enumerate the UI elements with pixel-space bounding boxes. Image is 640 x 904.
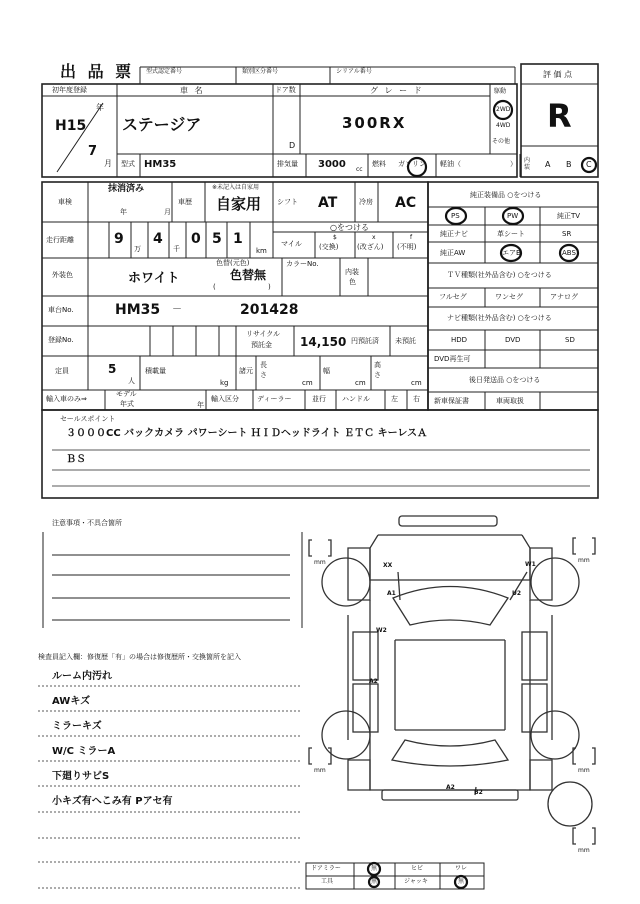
fuel-gasoline: ガソリン	[398, 160, 426, 168]
sales-point-line-1: ３０００CC バックカメラ パワーシート ＨＩＤヘッドライト ＥＴＣ キーレスＡ	[66, 428, 428, 439]
repaint-value: 色替無	[230, 268, 267, 282]
dims-label: 諸元	[239, 367, 253, 375]
later-warranty: 新車保証書	[434, 397, 469, 405]
mm-label-spare: mm	[578, 847, 590, 854]
registration-label: 登録No.	[48, 336, 74, 344]
interior-label: 内装	[524, 157, 531, 171]
chassis-number: 201428	[240, 302, 299, 318]
handle-left: 左	[391, 395, 398, 403]
handle-right: 右	[413, 395, 420, 403]
equip-leather: 革シート	[497, 230, 525, 238]
recycle-value: 14,150	[300, 335, 347, 349]
drive-label: 駆動	[494, 88, 507, 95]
grade-value: 300RX	[342, 114, 407, 132]
width-cm: cm	[355, 379, 366, 387]
repaint-paren-open: (	[213, 283, 216, 291]
mm-label-rr: mm	[578, 767, 590, 774]
load-unit: kg	[220, 379, 229, 387]
history-note: ※未記入は自家用	[212, 184, 260, 191]
chassis-prefix: HM35	[115, 302, 161, 318]
note-item-5: 下廻りサビS	[52, 771, 110, 782]
mileage-sen: 千	[173, 245, 180, 253]
mileage-exchange-sym: $	[333, 234, 337, 241]
interior-b: B	[566, 160, 572, 169]
genuine-label: 純正装備品 ○をつける	[470, 191, 542, 199]
form-title: 出 品 票	[60, 62, 135, 81]
note-item-2: AWキズ	[52, 696, 91, 707]
car-name-label: 車 名	[180, 86, 205, 95]
history-label: 車歴	[178, 198, 192, 206]
first-reg-month-unit: 月	[104, 159, 112, 168]
model-label: 型式	[121, 160, 135, 168]
mileage-digit-5: 1	[233, 231, 243, 247]
later-label: 後日発送品 ○をつける	[469, 376, 541, 384]
equip-navi: 純正ナビ	[440, 230, 468, 238]
navi-hdd: HDD	[451, 336, 468, 344]
car-diagram	[309, 516, 595, 844]
mark-jack: 無	[458, 878, 465, 885]
diagram-mark-b2: B2	[474, 789, 483, 796]
ac-value: AC	[395, 195, 417, 211]
doors-value: D	[289, 141, 296, 150]
chassis-label: 車台No.	[48, 306, 74, 314]
model-cert-label: 型式認定番号	[146, 68, 183, 75]
repaint-label: 色替(元色)	[216, 259, 250, 267]
height-label-2: さ	[374, 371, 381, 379]
inspector-label: 検査員記入欄：修復歴「有」の場合は修復歴所・交換箇所を記入	[38, 653, 241, 661]
diagram-mark-u2: U2	[512, 590, 522, 597]
mileage-digit-3: 0	[191, 231, 201, 247]
interior-color-label-1: 内装	[345, 268, 359, 276]
rating-value: R	[547, 97, 572, 135]
color-no-label: カラーNo.	[286, 260, 319, 268]
navi-sd: SD	[565, 336, 575, 344]
recycle-label-1: リサイクル	[246, 330, 281, 338]
displacement-value: 3000	[318, 159, 346, 170]
mark-mirror: 無	[371, 865, 378, 872]
doors-label: ドア数	[275, 86, 296, 94]
tv-analog: アナログ	[550, 293, 578, 301]
mark-tools: 無	[371, 878, 378, 885]
model-year-label-1: モデル	[116, 390, 137, 398]
note-item-3: ミラーキズ	[52, 721, 102, 732]
first-reg-month: 7	[88, 144, 98, 159]
first-reg-label: 初年度登録	[52, 86, 87, 94]
mm-label-fl: mm	[314, 559, 326, 566]
mm-label-rl: mm	[314, 767, 326, 774]
mileage-digit-1: 9	[114, 231, 124, 247]
interior-c: C	[586, 160, 592, 169]
dvd-play: DVD再生可	[434, 355, 471, 363]
sales-point-label: セールスポイント	[60, 415, 116, 423]
ware-label: ワレ	[455, 865, 468, 872]
length-label-1: 長	[260, 361, 267, 369]
inspection-label: 車検	[58, 198, 72, 206]
import-label: 輸入車のみ⇒	[46, 395, 87, 403]
tools-label: 工具	[321, 878, 334, 885]
fuel-label: 燃料	[372, 160, 386, 168]
equip-sr: SR	[562, 230, 572, 238]
import-type-label: 輸入区分	[211, 395, 239, 403]
mileage-circle-note: ○をつける	[330, 223, 369, 232]
import-dealer: ディーラー	[257, 395, 292, 403]
grade-label: グ レ ー ド	[370, 86, 424, 95]
mileage-tamper: (改ざん)	[357, 243, 384, 251]
displacement-label: 排気量	[277, 160, 298, 168]
later-manual: 車両取扱	[496, 397, 524, 405]
model-value: HM35	[144, 159, 177, 170]
interior-color-label-2: 色	[349, 278, 356, 286]
model-year-label-2: 年式	[120, 400, 134, 408]
mileage-tamper-sym: x	[372, 234, 376, 241]
mileage-digit-4: 5	[212, 231, 222, 247]
diagram-mark-a1: A1	[387, 590, 396, 597]
length-label-2: さ	[260, 371, 267, 379]
capacity-unit: 人	[128, 377, 135, 385]
ac-label: 冷房	[359, 198, 373, 206]
mileage-unknown: (不明)	[397, 243, 417, 251]
shift-value: AT	[318, 195, 338, 211]
chassis-dash: －	[172, 304, 182, 315]
mm-label-fr: mm	[578, 557, 590, 564]
equip-airbag: エアB	[502, 249, 521, 257]
capacity-label: 定員	[55, 367, 69, 375]
fuel-close: ）	[510, 160, 517, 168]
mileage-mile: マイル	[281, 240, 302, 248]
equip-ps: PS	[451, 212, 460, 220]
diagram-mark-xx: XX	[383, 562, 393, 569]
inspection-value: 抹消済み	[108, 184, 145, 194]
height-label-1: 高	[374, 361, 381, 369]
equip-aw: 純正AW	[440, 249, 466, 257]
diagram-mark-a2-rear: A2	[446, 784, 455, 791]
height-cm: cm	[411, 379, 422, 387]
door-mirror-label: ドアミラー	[311, 865, 341, 872]
car-name-value: ステージア	[122, 115, 202, 134]
diagram-mark-w1: W1	[525, 561, 536, 568]
tv-oneseg: ワンセグ	[495, 293, 523, 301]
recycle-unpaid: 未預託	[395, 337, 416, 345]
diagram-mark-w2: W2	[376, 627, 387, 634]
note-item-1: ルーム内汚れ	[52, 671, 112, 682]
mileage-man: 万	[134, 245, 141, 253]
model-year-unit: 年	[197, 401, 204, 409]
mileage-digit-2: 4	[153, 231, 163, 247]
history-value: 自家用	[216, 195, 262, 213]
fuel-diesel: 軽油（	[440, 160, 461, 168]
displacement-unit: cc	[356, 166, 363, 173]
tv-type-label: ＴＶ種類(社外品含む) ○をつける	[447, 271, 552, 279]
repaint-paren-close: )	[268, 283, 271, 291]
capacity-value: 5	[108, 362, 117, 376]
handle-label: ハンドル	[342, 395, 370, 403]
color-value: ホワイト	[128, 271, 180, 286]
equip-abs: ABS	[562, 249, 576, 257]
import-parallel: 並行	[312, 395, 326, 403]
note-item-4: W/C ミラーA	[52, 746, 116, 757]
navi-type-label: ナビ種類(社外品含む) ○をつける	[447, 314, 552, 322]
sales-point-line-2: ＢＳ	[66, 454, 86, 465]
shift-label: シフト	[277, 198, 298, 206]
mileage-km: km	[256, 247, 267, 255]
drive-other: その他	[492, 138, 511, 145]
interior-a: A	[545, 160, 551, 169]
navi-dvd: DVD	[505, 336, 521, 344]
length-cm: cm	[302, 379, 313, 387]
mileage-exchange: (交換)	[319, 243, 339, 251]
load-label: 積載量	[145, 367, 166, 375]
jack-label: ジャッキ	[404, 878, 428, 885]
serial-label: シリアル番号	[336, 68, 372, 75]
inspection-year-unit: 年	[120, 208, 127, 216]
rating-label: 評 価 点	[543, 70, 573, 79]
first-reg-era: H15	[55, 118, 87, 134]
color-label: 外装色	[52, 271, 73, 279]
drive-2wd: 2WD	[496, 106, 511, 113]
equip-pw: PW	[507, 212, 519, 220]
diagram-mark-a2-side: A2	[369, 678, 378, 685]
inspection-month-unit: 月	[164, 208, 171, 216]
first-reg-year-unit: 年	[96, 103, 104, 112]
recycle-label-2: 預託金	[251, 341, 272, 349]
drive-4wd: 4WD	[496, 122, 511, 129]
hibi-label: ヒビ	[411, 865, 424, 872]
category-label: 類別区分番号	[242, 68, 279, 75]
mileage-unknown-sym: f	[410, 234, 413, 241]
equip-tv: 純正TV	[557, 212, 581, 220]
caution-label: 注意事項・不具合箇所	[52, 519, 122, 527]
width-label: 幅	[323, 367, 330, 375]
tv-fullseg: フルセグ	[439, 293, 467, 301]
mileage-label: 走行距離	[46, 236, 74, 244]
note-item-6: 小キズ有へこみ有 Pアセ有	[52, 796, 173, 807]
recycle-unit: 円預託済	[351, 337, 379, 345]
